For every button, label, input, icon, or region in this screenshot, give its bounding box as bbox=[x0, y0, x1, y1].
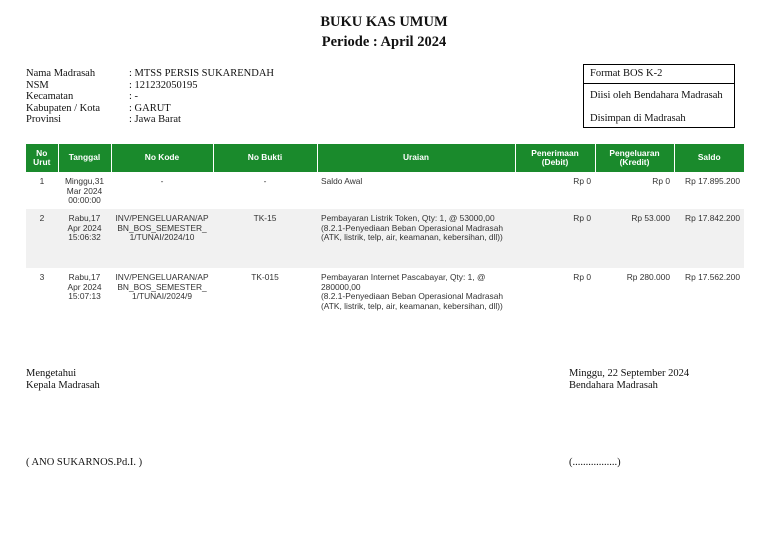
cell-debit: Rp 0 bbox=[573, 272, 591, 282]
madrasah-info bbox=[26, 68, 274, 126]
sig-left-role: Kepala Madrasah bbox=[26, 380, 100, 391]
cell-kredit: Rp 0 bbox=[652, 176, 670, 186]
signature-right bbox=[569, 368, 689, 392]
col-header-uraian: Uraian bbox=[317, 144, 515, 172]
info-label: Kabupaten / Kota bbox=[26, 102, 101, 114]
cell-saldo: Rp 17.895.200 bbox=[685, 176, 740, 186]
period-text: Periode : April 2024 bbox=[321, 34, 447, 50]
col-header-kredit: Pengeluaran (Kredit) bbox=[595, 144, 674, 172]
info-label: NSM bbox=[26, 79, 49, 91]
cell-bukti: - bbox=[263, 176, 267, 186]
cell-tanggal: Minggu,31 Mar 2024 00:00:00 bbox=[64, 176, 105, 206]
cell-tanggal: Rabu,17 Apr 2024 15:07:13 bbox=[67, 272, 102, 302]
uraian-text: Saldo Awal bbox=[321, 176, 363, 186]
cell-kredit: Rp 280.000 bbox=[626, 272, 670, 282]
document-title bbox=[0, 12, 768, 52]
cell-tanggal: Rabu,17 Apr 2024 15:06:32 bbox=[58, 209, 111, 268]
info-row-kabupaten bbox=[26, 103, 274, 115]
col-header-saldo: Saldo bbox=[674, 144, 744, 172]
sig-right-date: Minggu, 22 September 2024 bbox=[569, 368, 690, 379]
info-value: : 121232050195 bbox=[129, 79, 198, 91]
format-filled-by: Diisi oleh Bendahara Madrasah bbox=[590, 90, 723, 101]
info-row-nama bbox=[26, 68, 274, 80]
cell-debit: Rp 0 bbox=[573, 176, 591, 186]
cell-uraian bbox=[317, 172, 515, 209]
info-value: : GARUT bbox=[129, 102, 171, 114]
cell-bukti: TK-15 bbox=[213, 209, 317, 268]
info-value: : MTSS PERSIS SUKARENDAH bbox=[129, 68, 274, 79]
cell-no: 3 bbox=[39, 272, 45, 282]
cell-kredit: Rp 53.000 bbox=[595, 209, 674, 268]
uraian-detail: (8.2.1-Penyediaan Beban Operasional Madrasah (ATK, listrik, telp, air, keamanan, kebersihan, dll)) bbox=[321, 291, 504, 311]
cell-kode: INV/PENGELUARAN/APBN_BOS_SEMESTER_1/TUNAI/2024/10 bbox=[111, 209, 213, 268]
info-label: Nama Madrasah bbox=[26, 68, 96, 79]
sig-right-role: Bendahara Madrasah bbox=[569, 380, 658, 391]
table-row bbox=[26, 268, 744, 326]
info-label: Kecamatan bbox=[26, 91, 74, 103]
cell-uraian bbox=[317, 268, 515, 326]
cell-kode: INV/PENGELUARAN/APBN_BOS_SEMESTER_1/TUNAI/2024/9 bbox=[115, 272, 209, 302]
col-header-kode: No Kode bbox=[111, 144, 213, 172]
col-header-debit: Penerimaan (Debit) bbox=[515, 144, 595, 172]
cell-no: 1 bbox=[39, 176, 45, 186]
cell-no: 2 bbox=[26, 209, 58, 268]
cash-book-table bbox=[26, 144, 744, 326]
cell-saldo: Rp 17.842.200 bbox=[674, 209, 744, 268]
uraian-text: Pembayaran Internet Pascabayar, Qty: 1, @ 280000,00 bbox=[321, 272, 486, 292]
info-row-kecamatan bbox=[26, 91, 274, 103]
table-header-row bbox=[26, 144, 744, 172]
uraian-text: Pembayaran Listrik Token, Qty: 1, @ 53000,00 bbox=[321, 213, 495, 223]
format-code: Format BOS K-2 bbox=[590, 68, 663, 79]
table-row bbox=[26, 172, 744, 209]
sig-left-name: ( ANO SUKARNOS.Pd.I. ) bbox=[26, 457, 143, 468]
signature-left bbox=[26, 368, 100, 392]
format-divider bbox=[584, 83, 734, 84]
cell-uraian bbox=[317, 209, 515, 268]
info-row-nsm bbox=[26, 80, 274, 92]
sig-right-name: (.................) bbox=[569, 457, 621, 468]
info-label: Provinsi bbox=[26, 114, 62, 126]
format-stored-at: Disimpan di Madrasah bbox=[590, 113, 686, 124]
uraian-detail: (8.2.1-Penyediaan Beban Operasional Madrasah (ATK, listrik, telp, air, keamanan, kebersihan, dll)) bbox=[321, 222, 504, 243]
format-box bbox=[583, 64, 735, 128]
col-header-tanggal: Tanggal bbox=[58, 144, 111, 172]
cell-saldo: Rp 17.562.200 bbox=[685, 272, 740, 282]
info-value: : - bbox=[129, 91, 139, 103]
col-header-bukti: No Bukti bbox=[213, 144, 317, 172]
info-row-provinsi bbox=[26, 114, 274, 126]
sig-left-acknowledged: Mengetahui bbox=[26, 368, 77, 379]
info-value: : Jawa Barat bbox=[129, 114, 181, 126]
title-text: BUKU KAS UMUM bbox=[320, 14, 448, 30]
cell-bukti: TK-015 bbox=[251, 272, 279, 282]
col-header-no: No Urut bbox=[26, 144, 58, 172]
cell-debit: Rp 0 bbox=[515, 209, 595, 268]
table-row bbox=[26, 209, 744, 268]
cell-kode: - bbox=[160, 176, 164, 186]
